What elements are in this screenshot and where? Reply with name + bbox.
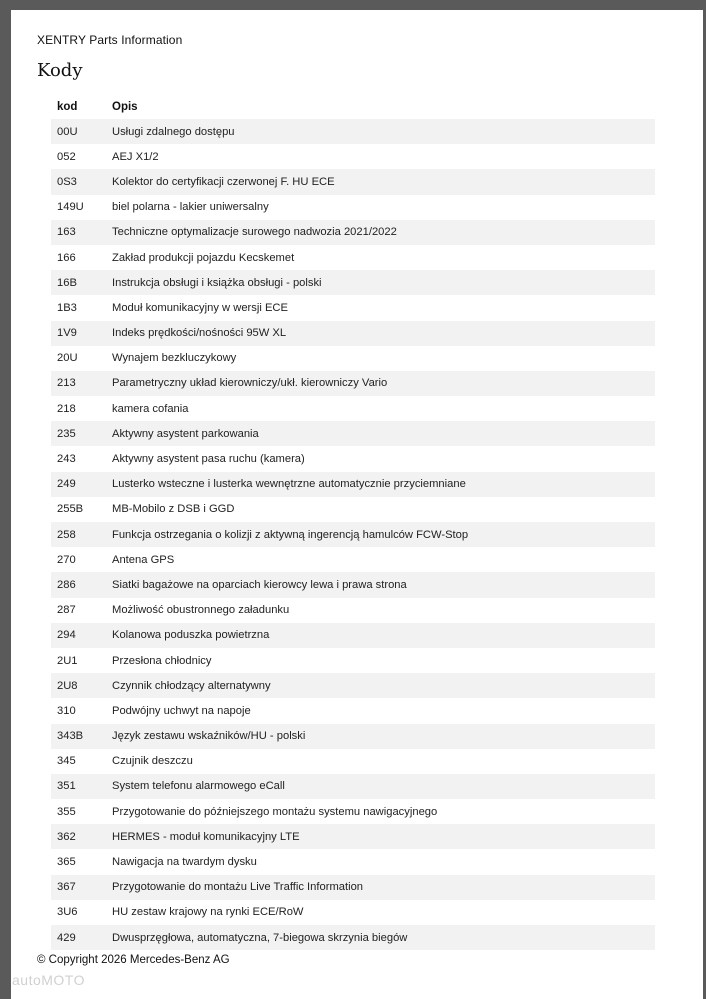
code-cell: 270 [57,553,76,566]
table-row [51,195,655,220]
description-cell: Nawigacja na twardym dysku [112,856,257,869]
table-row [51,698,655,723]
description-cell: biel polarna - lakier uniwersalny [112,201,269,214]
description-cell: Antena GPS [112,553,175,566]
table-row [51,572,655,597]
description-cell: Usługi zdalnego dostępu [112,119,655,144]
code-cell: 163 [51,220,112,245]
description-cell: Techniczne optymalizacje surowego nadwozia 2021/2022 [112,220,655,245]
code-cell: 0S3 [51,169,112,194]
description-cell: Parametryczny układ kierowniczy/ukł. kierowniczy Vario [112,371,655,396]
code-cell: 255B [57,503,84,516]
codes-table [51,94,655,950]
table-row [51,321,655,346]
code-cell: 343B [51,724,112,749]
code-cell: 20U [57,352,78,365]
code-cell: 286 [51,572,112,597]
description-cell: HU zestaw krajowy na rynki ECE/RoW [112,906,304,919]
table-row [51,270,655,295]
table-row [51,799,655,824]
table-row [51,346,655,371]
code-cell: 351 [51,774,112,799]
description-cell: Aktywny asystent pasa ruchu (kamera) [112,453,305,466]
code-cell: 052 [57,150,76,163]
code-cell: 16B [51,270,112,295]
code-cell: 213 [51,371,112,396]
code-cell: 345 [57,755,76,768]
code-cell: 00U [51,119,112,144]
description-cell: Czynnik chłodzący alternatywny [112,673,655,698]
description-cell: Kolektor do certyfikacji czerwonej F. HU ECE [112,169,655,194]
table-row [51,623,655,648]
table-row [51,295,655,320]
description-cell: kamera cofania [112,402,189,415]
description-cell: Wynajem bezkluczykowy [112,352,237,365]
code-cell: 355 [57,805,76,818]
table-row [51,522,655,547]
table-row [51,875,655,900]
column-header-code: kod [57,100,78,113]
description-cell: Przesłona chłodnicy [112,654,212,667]
table-row [51,421,655,446]
table-row [51,774,655,799]
table-row [51,396,655,421]
table-row [51,371,655,396]
app-title: XENTRY Parts Information [37,33,183,47]
code-cell: 429 [51,925,112,950]
table-row [51,446,655,471]
description-cell: Przygotowanie do późniejszego montażu systemu nawigacyjnego [112,805,438,818]
page-title: Kody [37,60,83,81]
description-cell: AEJ X1/2 [112,150,159,163]
code-cell: 235 [51,421,112,446]
table-row [51,849,655,874]
description-cell: Siatki bagażowe na oparciach kierowcy lewa i prawa strona [112,572,655,597]
code-cell: 2U8 [51,673,112,698]
description-cell: Instrukcja obsługi i książka obsługi - polski [112,270,655,295]
description-cell: Możliwość obustronnego załadunku [112,604,290,617]
code-cell: 1B3 [57,301,77,314]
table-row [51,547,655,572]
description-cell: Funkcja ostrzegania o kolizji z aktywną ingerencją hamulców FCW-Stop [112,522,655,547]
description-cell: Przygotowanie do montażu Live Traffic Information [112,875,655,900]
table-header [51,94,655,119]
table-row [51,900,655,925]
description-cell: Język zestawu wskaźników/HU - polski [112,724,655,749]
table-row [51,824,655,849]
table-row [51,119,655,144]
code-cell: 2U1 [57,654,78,667]
description-cell: Czujnik deszczu [112,755,193,768]
code-cell: 365 [57,856,76,869]
table-row [51,749,655,774]
description-cell: System telefonu alarmowego eCall [112,774,655,799]
code-cell: 310 [57,704,76,717]
code-cell: 3U6 [57,906,78,919]
description-cell: Zakład produkcji pojazdu Kecskemet [112,251,295,264]
table-row [51,169,655,194]
header-row [51,94,655,119]
copyright-notice: © Copyright 2026 Mercedes-Benz AG [37,954,230,966]
description-cell: Lusterko wsteczne i lusterka wewnętrzne automatycznie przyciemniane [112,472,655,497]
table-row [51,925,655,950]
table-row [51,598,655,623]
table-row [51,673,655,698]
code-cell: 294 [51,623,112,648]
code-cell: 149U [57,201,84,214]
table-row [51,245,655,270]
description-cell: Aktywny asystent parkowania [112,421,655,446]
table-row [51,648,655,673]
table-row [51,220,655,245]
table-row [51,472,655,497]
description-cell: Moduł komunikacyjny w wersji ECE [112,301,288,314]
code-cell: 287 [57,604,76,617]
code-cell: 258 [51,522,112,547]
table-row [51,144,655,169]
table-body [51,119,655,950]
code-cell: 243 [57,453,76,466]
code-cell: 166 [57,251,76,264]
description-cell: Indeks prędkości/nośności 95W XL [112,321,655,346]
table-row [51,724,655,749]
table-row [51,497,655,522]
watermark-logo: autoMOTO [12,972,85,988]
document-page [11,10,703,999]
description-cell: Podwójny uchwyt na napoje [112,704,251,717]
description-cell: MB-Mobilo z DSB i GGD [112,503,235,516]
description-cell: Dwusprzęgłowa, automatyczna, 7-biegowa skrzynia biegów [112,925,655,950]
description-cell: Kolanowa poduszka powietrzna [112,623,655,648]
code-cell: 218 [57,402,76,415]
code-cell: 1V9 [51,321,112,346]
description-cell: HERMES - moduł komunikacyjny LTE [112,824,655,849]
column-header-description: Opis [112,100,138,113]
code-cell: 367 [51,875,112,900]
code-cell: 249 [51,472,112,497]
code-cell: 362 [51,824,112,849]
